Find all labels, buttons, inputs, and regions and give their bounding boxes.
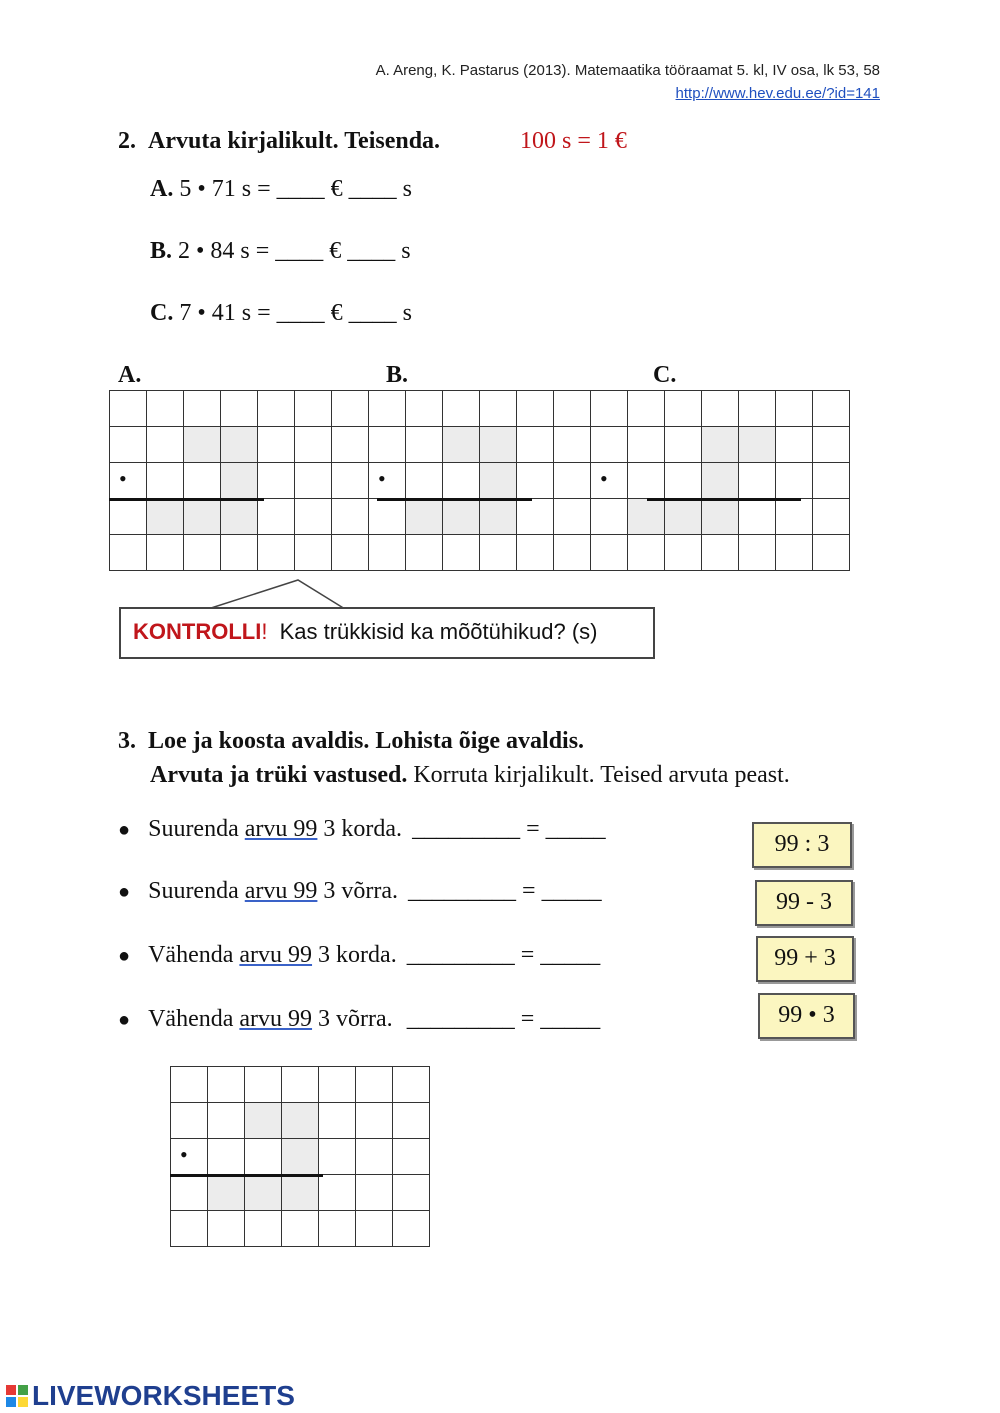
grid-cell[interactable] (147, 535, 184, 571)
bullet-icon: ● (118, 819, 131, 841)
work-grid-task2[interactable] (109, 390, 850, 571)
liveworksheets-logo (6, 1380, 295, 1412)
grid-cell[interactable] (702, 535, 739, 571)
grid-cell[interactable] (776, 499, 813, 535)
grid-cell[interactable] (147, 427, 184, 463)
grid-cell[interactable] (702, 499, 739, 535)
grid-cell[interactable] (480, 535, 517, 571)
grid-cell[interactable] (591, 463, 628, 499)
grid-cell[interactable] (776, 427, 813, 463)
grid-cell[interactable] (517, 391, 554, 427)
grid-cell[interactable] (356, 1103, 393, 1139)
answer-blank[interactable]: _________ = _____ (412, 816, 606, 842)
grid-cell[interactable] (480, 391, 517, 427)
grid-cell[interactable] (739, 499, 776, 535)
grid-cell[interactable] (208, 1139, 245, 1175)
grid-cell[interactable] (406, 427, 443, 463)
grid-cell[interactable] (739, 391, 776, 427)
grid-cell[interactable] (591, 427, 628, 463)
grid-cell[interactable] (110, 499, 147, 535)
grid-cell[interactable] (282, 1139, 319, 1175)
answer-blank[interactable]: _________ = _____ (406, 1006, 601, 1032)
grid-cell[interactable] (282, 1103, 319, 1139)
grid-cell[interactable] (813, 463, 850, 499)
grid-row (110, 463, 850, 499)
grid-cell[interactable] (517, 463, 554, 499)
grid-cell[interactable] (443, 391, 480, 427)
grid-cell[interactable] (171, 1175, 208, 1211)
grid-cell[interactable] (443, 535, 480, 571)
grid-cell[interactable] (282, 1211, 319, 1247)
source-citation: A. Areng, K. Pastarus (2013). Matemaatika tööraamat 5. kl, IV osa, lk 53, 58 (375, 62, 880, 79)
grid-cell[interactable] (443, 427, 480, 463)
grid-cell[interactable] (110, 391, 147, 427)
grid-cell[interactable] (369, 427, 406, 463)
grid-cell[interactable] (245, 1103, 282, 1139)
answer-blank[interactable]: _________ = _____ (406, 942, 601, 968)
grid-label-a: A. (118, 362, 142, 388)
statement-4: ● Vähenda arvu 99 3 võrra. _________ = _____ (118, 1006, 601, 1032)
grid-cell[interactable] (356, 1175, 393, 1211)
grid-cell[interactable] (393, 1211, 430, 1247)
grid-cell[interactable] (356, 1067, 393, 1103)
grid-cell[interactable] (208, 1103, 245, 1139)
grid-cell[interactable] (171, 1103, 208, 1139)
grid-cell[interactable] (480, 499, 517, 535)
grid-cell[interactable] (665, 499, 702, 535)
grid-cell[interactable] (406, 499, 443, 535)
grid-cell[interactable] (332, 499, 369, 535)
task2-number: 2. (118, 128, 136, 154)
grid-cell[interactable] (480, 427, 517, 463)
grid-cell[interactable] (245, 1211, 282, 1247)
grid-row (171, 1103, 430, 1139)
grid-cell[interactable] (245, 1175, 282, 1211)
grid-label-b: B. (386, 362, 409, 388)
grid-cell[interactable] (628, 535, 665, 571)
check-units-callout: KONTROLLI! Kas trükkisid ka mõõtühikud? (s) (119, 607, 655, 659)
sum-line-b (377, 498, 532, 501)
option-99-div-3[interactable]: 99 : 3 (752, 822, 852, 868)
statement-2: ● Suurenda arvu 99 3 võrra. _________ = _____ (118, 878, 602, 904)
answer-blank[interactable]: _________ = _____ (408, 878, 602, 904)
grid-cell[interactable] (332, 391, 369, 427)
grid-cell[interactable] (171, 1067, 208, 1103)
grid-cell[interactable] (319, 1139, 356, 1175)
callout-question: Kas trükkisid ka mõõtühikud? (s) (279, 619, 598, 644)
sum-line-a (109, 498, 264, 501)
grid-cell[interactable] (628, 499, 665, 535)
statement-3: ● Vähenda arvu 99 3 korda. _________ = _____ (118, 942, 601, 968)
grid-cell[interactable] (776, 535, 813, 571)
grid-cell[interactable] (739, 463, 776, 499)
grid-cell[interactable] (184, 391, 221, 427)
grid-cell[interactable] (554, 535, 591, 571)
grid-row (171, 1139, 430, 1175)
grid-cell[interactable] (628, 427, 665, 463)
grid-cell[interactable] (184, 463, 221, 499)
grid-cell[interactable] (319, 1067, 356, 1103)
grid-cell[interactable] (443, 499, 480, 535)
grid-cell[interactable] (591, 535, 628, 571)
grid-cell[interactable] (406, 463, 443, 499)
grid-cell[interactable] (332, 463, 369, 499)
grid-cell[interactable] (147, 463, 184, 499)
grid-cell[interactable] (369, 463, 406, 499)
grid-cell[interactable] (208, 1067, 245, 1103)
grid-cell[interactable] (332, 535, 369, 571)
grid-cell[interactable] (184, 499, 221, 535)
grid-cell[interactable] (813, 499, 850, 535)
bullet-icon: ● (118, 945, 131, 967)
grid-cell[interactable] (628, 463, 665, 499)
grid-cell[interactable] (282, 1067, 319, 1103)
option-99-plus-3[interactable]: 99 + 3 (756, 936, 854, 982)
task2-heading (118, 128, 440, 155)
grid-cell[interactable] (258, 391, 295, 427)
grid-cell[interactable] (245, 1067, 282, 1103)
grid-cell[interactable] (184, 535, 221, 571)
logo-icon (6, 1385, 28, 1407)
grid-cell[interactable] (356, 1211, 393, 1247)
task2-item-c: C. 7 • 41 s = ____ € ____ s (150, 300, 412, 326)
grid-cell[interactable] (258, 463, 295, 499)
source-url[interactable] (676, 85, 880, 102)
grid-cell[interactable] (258, 499, 295, 535)
grid-cell[interactable] (393, 1103, 430, 1139)
grid-row (171, 1067, 430, 1103)
grid-cell[interactable] (171, 1139, 208, 1175)
grid-cell[interactable] (369, 535, 406, 571)
grid-row (171, 1175, 430, 1211)
grid-cell[interactable] (295, 391, 332, 427)
grid-cell[interactable] (295, 499, 332, 535)
grid-cell[interactable] (665, 463, 702, 499)
grid-cell[interactable] (393, 1175, 430, 1211)
grid-cell[interactable] (517, 427, 554, 463)
grid-cell[interactable] (591, 499, 628, 535)
task3-subheading: Arvuta ja trüki vastused. Korruta kirjalikult. Teised arvuta peast. (150, 762, 790, 788)
grid-cell[interactable] (813, 535, 850, 571)
grid-cell[interactable] (147, 391, 184, 427)
grid-cell[interactable] (369, 391, 406, 427)
bullet-icon: ● (118, 881, 131, 903)
grid-cell[interactable] (665, 427, 702, 463)
task2-item-a: A. 5 • 71 s = ____ € ____ s (150, 176, 412, 202)
grid-row (110, 427, 850, 463)
grid-cell[interactable] (295, 535, 332, 571)
grid-cell[interactable] (776, 391, 813, 427)
grid-cell[interactable] (295, 427, 332, 463)
grid-cell[interactable] (517, 535, 554, 571)
option-99-minus-3[interactable]: 99 - 3 (755, 880, 853, 926)
grid-cell[interactable] (295, 463, 332, 499)
grid-row (110, 499, 850, 535)
sum-line-c (647, 498, 801, 501)
grid-cell[interactable] (665, 535, 702, 571)
option-99-times-3[interactable]: 99 • 3 (758, 993, 855, 1039)
grid-cell[interactable] (443, 463, 480, 499)
grid-cell[interactable] (702, 427, 739, 463)
grid-cell[interactable] (221, 427, 258, 463)
grid-cell[interactable] (319, 1103, 356, 1139)
grid-cell[interactable] (554, 391, 591, 427)
grid-cell[interactable] (554, 463, 591, 499)
grid-cell[interactable] (628, 391, 665, 427)
grid-cell[interactable] (221, 463, 258, 499)
grid-cell[interactable] (813, 391, 850, 427)
grid-cell[interactable] (480, 463, 517, 499)
grid-cell[interactable] (591, 391, 628, 427)
grid-cell[interactable] (517, 499, 554, 535)
grid-cell[interactable] (245, 1139, 282, 1175)
grid-cell[interactable] (319, 1211, 356, 1247)
grid-row (110, 535, 850, 571)
grid-cell[interactable] (110, 427, 147, 463)
grid-cell[interactable] (221, 535, 258, 571)
grid-cell[interactable] (406, 535, 443, 571)
task2-title: Arvuta kirjalikult. Teisenda. (148, 128, 441, 154)
grid-row (110, 391, 850, 427)
grid-cell[interactable] (184, 427, 221, 463)
grid-cell[interactable] (258, 427, 295, 463)
conversion-rule: 100 s = 1 € (520, 128, 627, 154)
grid-cell[interactable] (221, 391, 258, 427)
bullet-icon: ● (118, 1009, 131, 1031)
grid-cell[interactable] (554, 427, 591, 463)
kontrolli-label: KONTROLLI (133, 619, 262, 644)
grid-cell[interactable] (221, 499, 258, 535)
logo-text: LIVEWORKSHEETS (32, 1380, 295, 1411)
grid-cell[interactable] (208, 1211, 245, 1247)
grid-cell[interactable] (739, 427, 776, 463)
grid-cell[interactable] (282, 1175, 319, 1211)
grid-cell[interactable] (258, 535, 295, 571)
sum-line-task3 (170, 1174, 323, 1177)
grid-cell[interactable] (319, 1175, 356, 1211)
grid-cell[interactable] (813, 427, 850, 463)
grid-cell[interactable] (406, 391, 443, 427)
source-link[interactable]: http://www.hev.edu.ee/?id=141 (675, 85, 880, 102)
grid-cell[interactable] (393, 1067, 430, 1103)
grid-cell[interactable] (110, 535, 147, 571)
grid-cell[interactable] (702, 391, 739, 427)
grid-cell[interactable] (369, 499, 406, 535)
grid-row (171, 1211, 430, 1247)
grid-cell[interactable] (665, 391, 702, 427)
work-grid-task3[interactable] (170, 1066, 430, 1247)
grid-cell[interactable] (110, 463, 147, 499)
grid-cell[interactable] (739, 535, 776, 571)
grid-cell[interactable] (554, 499, 591, 535)
grid-cell[interactable] (171, 1211, 208, 1247)
statement-1: ● Suurenda arvu 99 3 korda. _________ = _____ (118, 816, 606, 842)
task2-item-b: B. 2 • 84 s = ____ € ____ s (150, 238, 411, 264)
grid-label-c: C. (653, 362, 677, 388)
grid-cell[interactable] (702, 463, 739, 499)
grid-cell[interactable] (393, 1139, 430, 1175)
grid-cell[interactable] (147, 499, 184, 535)
grid-cell[interactable] (356, 1139, 393, 1175)
grid-cell[interactable] (332, 427, 369, 463)
task3-heading: 3. Loe ja koosta avaldis. Lohista õige avaldis. (118, 728, 585, 754)
grid-cell[interactable] (776, 463, 813, 499)
grid-cell[interactable] (208, 1175, 245, 1211)
